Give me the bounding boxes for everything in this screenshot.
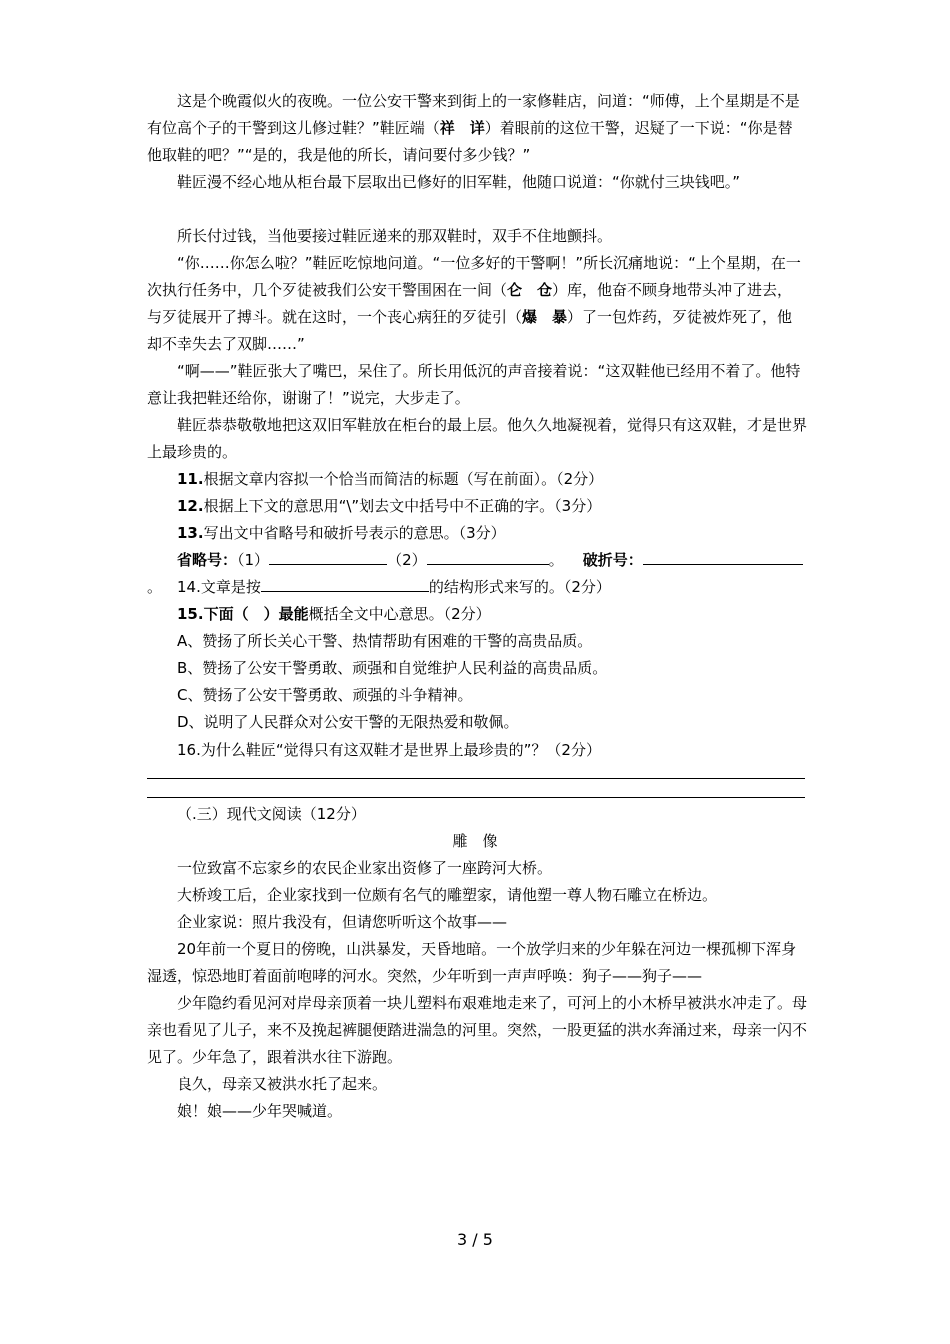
story-paragraph-4: “你……你怎么啦？”鞋匠吃惊地问道。“一位多好的干警啊！”所长沉痛地说：“上个星期，在一次执行任务中，几个歹徒被我们公安干警围困在一间（仑 仓）库，他奋不顾身地带头冲了进去，与歹徒展开了搏斗。就在这时，一个丧心病狂的歹徒引（爆 暴）了一包炸药，歹徒被炸死了，他却不幸失去了双脚……”	[147, 254, 801, 353]
answer-blank-1[interactable]	[269, 548, 387, 565]
answer-line-2[interactable]	[147, 797, 805, 798]
story2-paragraph-2: 大桥竣工后，企业家找到一位颇有名气的雕塑家，请他塑一尊人物石雕立在桥边。	[177, 886, 718, 904]
char-choice-xiang: 祥 详	[439, 119, 485, 137]
option-d: D、说明了人民群众对公安干警的无限热爱和敬佩。	[177, 713, 519, 731]
question-14: 14.文章是按 的结构形式来写的。（2分）	[147, 574, 807, 601]
answer-line-1[interactable]	[147, 778, 805, 779]
story2-paragraph-7: 娘！娘——少年哭喊道。	[177, 1102, 343, 1120]
story2-paragraph-1: 一位致富不忘家乡的农民企业家出资修了一座跨河大桥。	[177, 859, 553, 877]
page-number: 3 / 5	[457, 1230, 493, 1249]
question-11: 11.根据文章内容拟一个恰当而简洁的标题（写在前面）。（2分）	[177, 470, 604, 488]
question-16: 16.为什么鞋匠“觉得只有这双鞋才是世界上最珍贵的”？（2分）	[177, 741, 601, 759]
answer-blank-3[interactable]	[643, 548, 803, 565]
question-12: 12.根据上下文的意思用“\”划去文中括号中不正确的字。（3分）	[177, 497, 602, 515]
story-paragraph-3: 所长付过钱，当他要接过鞋匠递来的那双鞋时，双手不住地颤抖。	[177, 227, 613, 245]
option-a: A、赞扬了所长关心干警、热情帮助有困难的干警的高贵品质。	[177, 632, 593, 650]
question-15: 15.下面（ ）最能概括全文中心意思。（2分）	[177, 605, 491, 623]
section-3-heading: （.三）现代文阅读（12分）	[177, 805, 366, 823]
story-title: 雕 像	[452, 832, 498, 850]
story-paragraph-6: 鞋匠恭恭敬敬地把这双旧军鞋放在柜台的最上层。他久久地凝视着，觉得只有这双鞋，才是世界上最珍贵的。	[147, 416, 808, 461]
story-paragraph-2: 鞋匠漫不经心地从柜台最下层取出已修好的旧军鞋，他随口说道：“你就付三块钱吧。”	[177, 173, 741, 191]
story2-paragraph-5: 少年隐约看见河对岸母亲顶着一块儿塑料布艰难地走来了，可河上的小木桥早被洪水冲走了。母亲也看见了儿子，来不及挽起裤腿便踏进湍急的河里。突然，一股更猛的洪水奔涌过来，母亲一闪不见了。少年急了，跟着洪水往下游跑。	[147, 994, 808, 1066]
answer-blank-4[interactable]	[261, 575, 429, 592]
option-b: B、赞扬了公安干警勇敢、顽强和自觉维护人民利益的高贵品质。	[177, 659, 608, 677]
option-c: C、赞扬了公安干警勇敢、顽强的斗争精神。	[177, 686, 473, 704]
story-paragraph-5: “啊——”鞋匠张大了嘴巴，呆住了。所长用低沉的声音接着说：“这双鞋他已经用不着了。他特意让我把鞋还给你，谢谢了！”说完，大步走了。	[147, 362, 801, 407]
answer-blank-2[interactable]	[427, 548, 549, 565]
story2-paragraph-6: 良久，母亲又被洪水托了起来。	[177, 1075, 388, 1093]
question-13: 13.写出文中省略号和破折号表示的意思。（3分）	[177, 524, 506, 542]
story2-paragraph-4: 20年前一个夏日的傍晚，山洪暴发，天昏地暗。一个放学归来的少年躲在河边一棵孤柳下浑身湿透，惊恐地盯着面前咆哮的河水。突然，少年听到一声声呼唤：狗子——狗子——	[147, 940, 797, 985]
story2-paragraph-3: 企业家说：照片我没有，但请您听听这个故事——	[177, 913, 508, 931]
char-choice-cang: 仑 仓	[507, 281, 553, 299]
story-paragraph-1: 这是个晚霞似火的夜晚。一位公安干警来到街上的一家修鞋店，问道：“师傅，上个星期是不是有位高个子的干警到这儿修过鞋？”鞋匠端（祥 详）着眼前的这位干警，迟疑了一下说：“你是替他取鞋的吧？”“是的，我是他的所长，请问要付多少钱？”	[147, 92, 800, 164]
char-choice-bao: 爆 暴	[522, 308, 568, 326]
question-13-answer-line: 省略号：（1） （2） 。 破折号：。	[147, 547, 807, 601]
